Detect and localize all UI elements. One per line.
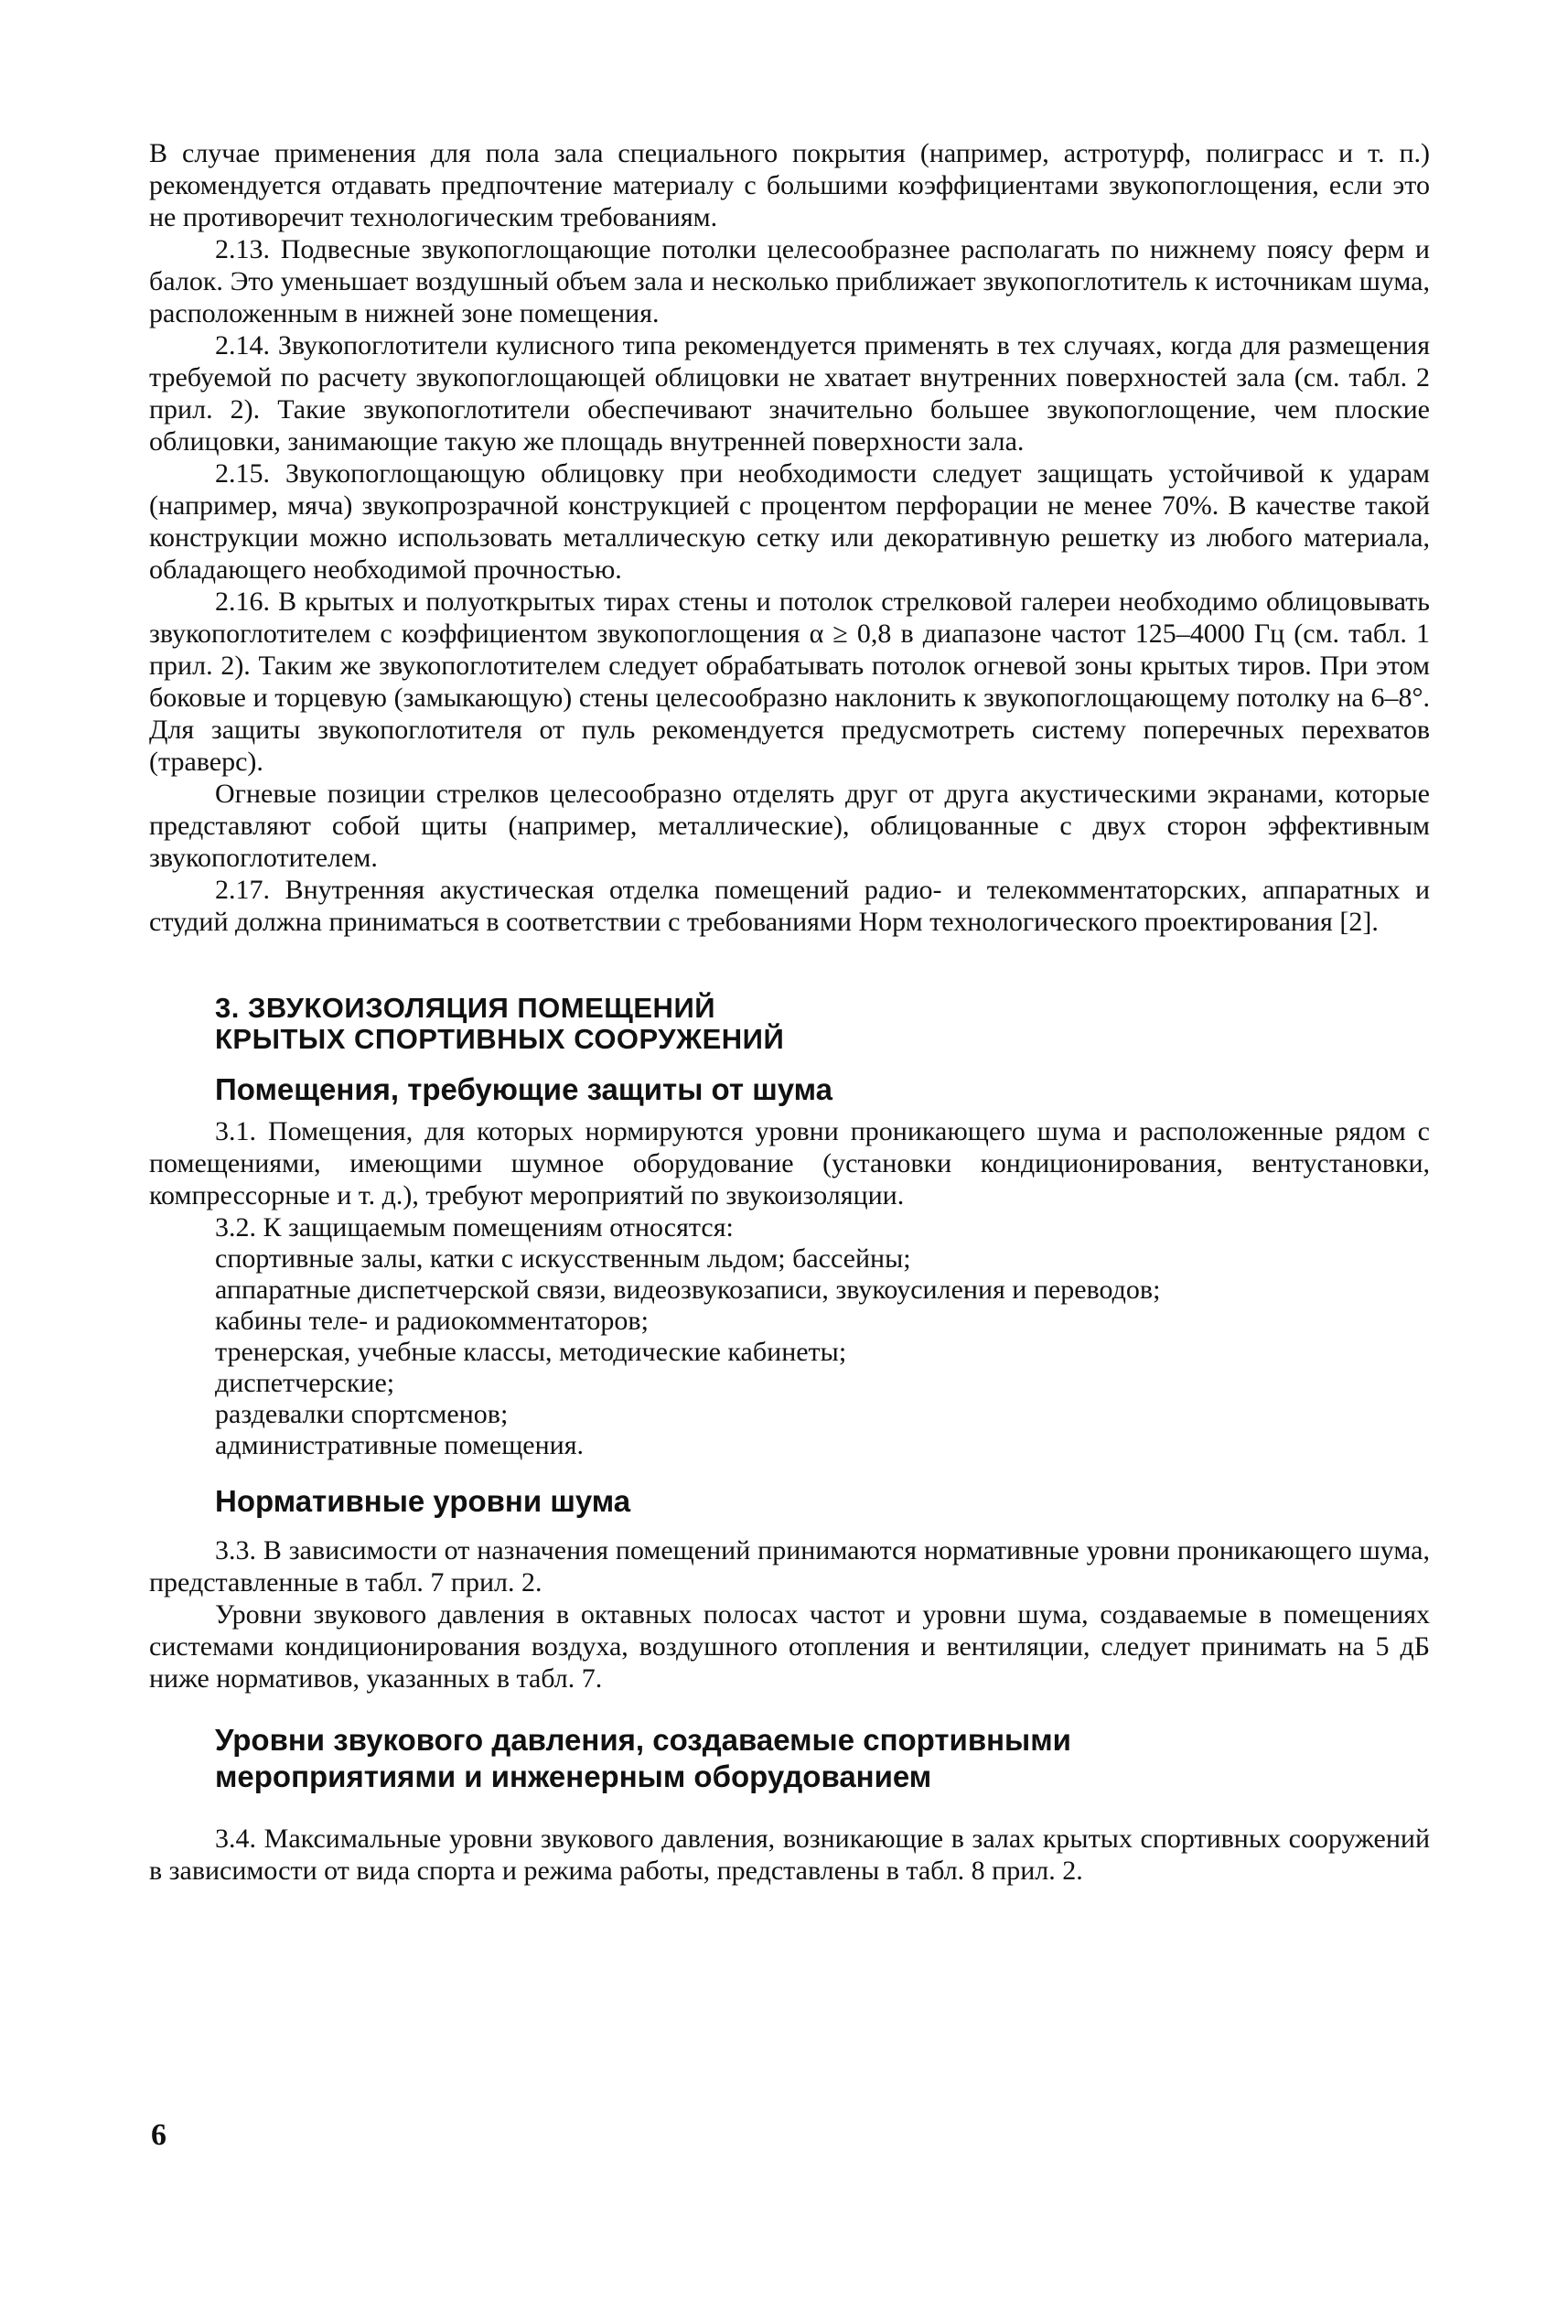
subheading-sound-pressure-line-1: Уровни звукового давления, создаваемые спортивными <box>215 1723 1071 1757</box>
list-item: раздевалки спортсменов; <box>215 1399 509 1429</box>
text-column <box>149 137 1430 1887</box>
list-item: тренерская, учебные классы, методические кабинеты; <box>215 1337 847 1367</box>
paragraph-3-3-octave: Уровни звукового давления в октавных полосах частот и уровни шума, создаваемые в помещениях системами кондиционирования воздуха, воздушного отопления и вентиляции, следует принимать на 5 дБ ниже нормативов, указанных в табл. 7. <box>149 1599 1430 1694</box>
paragraph-intro: В случае применения для пола зала специального покрытия (например, астротурф, полиграсс и т. п.) рекомендуется отдавать предпочтение материалу с большими коэффициентами звукопоглощения, если это не противоречит технологическим требованиям. <box>149 138 1430 232</box>
list-item: диспетчерские; <box>215 1368 395 1398</box>
subheading-protected-rooms: Помещения, требующие защиты от шума <box>215 1072 832 1106</box>
paragraph-2-17: 2.17. Внутренняя акустическая отделка помещений радио- и телекомментаторских, аппаратных и студий должна приниматься в соответствии с требованиями Норм технологического проектирования [2]. <box>149 875 1430 937</box>
paragraph-3-1: 3.1. Помещения, для которых нормируются уровни проникающего шума и расположенные рядом с помещениями, имеющими шумное оборудование (установки кондиционирования, вентустановки, компрессорные и т. д.), требуют мероприятий по звукоизоляции. <box>149 1116 1430 1210</box>
list-item: аппаратные диспетчерской связи, видеозвукозаписи, звукоусиления и переводов; <box>215 1275 1161 1305</box>
paragraph-2-16: 2.16. В крытых и полуоткрытых тирах стены и потолок стрелковой галереи необходимо облицовывать звукопоглотителем с коэффициентом звукопоглощения α ≥ 0,8 в диапазоне частот 125–4000 Гц (см. табл. 1 прил. 2). Таким же звукопоглотителем следует обрабатывать потолок огневой зоны крытых тиров. При этом боковые и торцевую (замыкающую) стены целесообразно наклонить к звукопоглощающему потолку на 6–8°. Для защиты звукопоглотителя от пуль рекомендуется предусмотреть систему поперечных перехватов (траверс). <box>149 586 1430 777</box>
paragraph-2-13: 2.13. Подвесные звукопоглощающие потолки целесообразнее располагать по нижнему поясу ферм и балок. Это уменьшает воздушный объем зала и несколько приближает звукопоглотитель к источникам шума, расположенным в нижней зоне помещения. <box>149 234 1430 328</box>
protected-rooms-list <box>149 1243 1430 1461</box>
paragraph-2-14: 2.14. Звукопоглотители кулисного типа рекомендуется применять в тех случаях, когда для размещения требуемой по расчету звукопоглощающей облицовки не хватает внутренних поверхностей зала (см. табл. 2 прил. 2). Такие звукопоглотители обеспечивают значительно большее звукопоглощение, чем плоские облицовки, занимающие такую же площадь внутренней поверхности зала. <box>149 330 1430 457</box>
page-number: 6 <box>151 2118 166 2152</box>
subheading-noise-levels: Нормативные уровни шума <box>215 1484 631 1518</box>
section-title-line-2: КРЫТЫХ СПОРТИВНЫХ СООРУЖЕНИЙ <box>215 1023 785 1055</box>
paragraph-3-4: 3.4. Максимальные уровни звукового давления, возникающие в залах крытых спортивных сооружений в зависимости от вида спорта и режима работы, представлены в табл. 8 прил. 2. <box>149 1824 1430 1886</box>
paragraph-3-3: 3.3. В зависимости от назначения помещений принимаются нормативные уровни проникающего шума, представленные в табл. 7 прил. 2. <box>149 1535 1430 1598</box>
paragraph-2-16-screens: Огневые позиции стрелков целесообразно отделять друг от друга акустическими экранами, которые представляют собой щиты (например, металлические), облицованные с двух сторон эффективным звукопоглотителем. <box>149 779 1430 873</box>
paragraph-2-15: 2.15. Звукопоглощающую облицовку при необходимости следует защищать устойчивой к ударам (например, мяча) звукопрозрачной конструкцией с процентом перфорации не менее 70%. В качестве такой конструкции можно использовать металлическую сетку или декоративную решетку из любого материала, обладающего необходимой прочностью. <box>149 458 1430 585</box>
section-title-line-1: 3. ЗВУКОИЗОЛЯЦИЯ ПОМЕЩЕНИЙ <box>215 992 716 1024</box>
list-item: кабины теле- и радиокомментаторов; <box>215 1306 649 1336</box>
subheading-sound-pressure-line-2: мероприятиями и инженерным оборудованием <box>215 1759 932 1793</box>
list-item: спортивные залы, катки с искусственным льдом; бассейны; <box>215 1243 911 1274</box>
list-item: административные помещения. <box>215 1430 585 1460</box>
paragraph-3-2: 3.2. К защищаемым помещениям относятся: <box>215 1212 734 1243</box>
